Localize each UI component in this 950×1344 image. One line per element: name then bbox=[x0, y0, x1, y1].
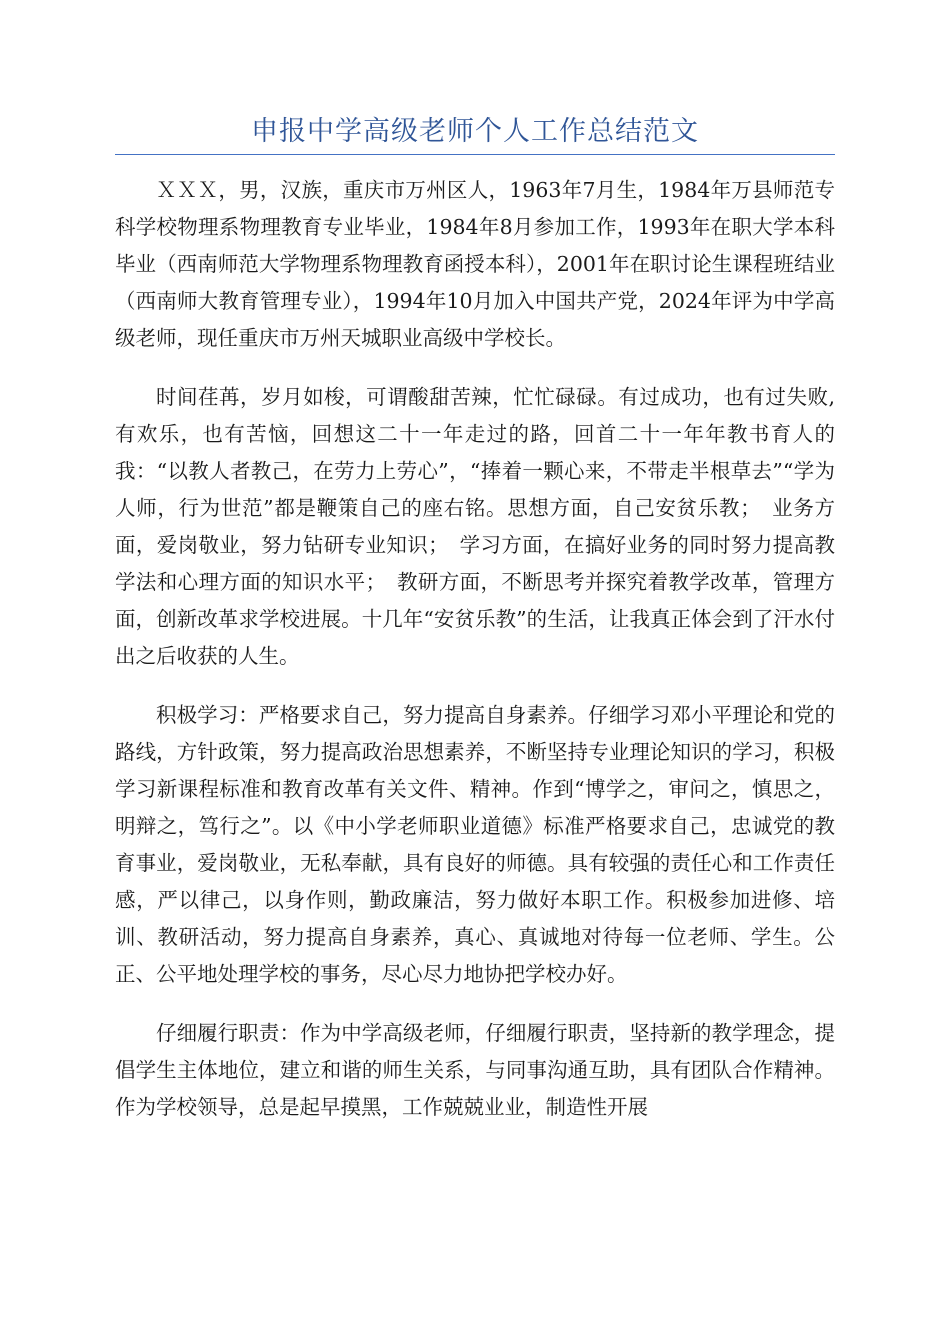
paragraph-active-learning: 积极学习：严格要求自己，努力提高自身素养。仔细学习邓小平理论和党的路线，方针政策，努力提高政治思想素养，不断坚持专业理论知识的学习，积极学习新课程标准和教育改革有关文件、精神。作到“博学之，审问之，慎思之，明辩之，笃行之”。以《中小学老师职业道德》标准严格要求自己，忠诚党的教育事业，爱岗敬业，无私奉献，具有良好的师德。具有较强的责任心和工作责任感，严以律己，以身作则，勤政廉洁，努力做好本职工作。积极参加进修、培训、教研活动，努力提高自身素养，真心、真诚地对待每一位老师、学生。公正、公平地处理学校的事务，尽心尽力地协把学校办好。 bbox=[115, 703, 835, 986]
paragraph-reflection: 时间荏苒，岁月如梭，可谓酸甜苦辣，忙忙碌碌。有过成功，也有过失败,有欢乐，也有苦恼，回想这二十一年走过的路，回首二十一年年教书育人的我：“以教人者教己，在劳力上劳心”，“捧着一颗心来，不带走半根草去”“学为人师，行为世范”都是鞭策自己的座右铭。思想方面，自己安贫乐教； 业务方面，爱岗敬业，努力钻研专业知识； 学习方面，在搞好业务的同时努力提高教学法和心理方面的知识水平； 教研方面，不断思考并探究着教学改革，管理方面，创新改革求学校进展。十几年“安贫乐教”的生活，让我真正体会到了汗水付出之后收获的人生。 bbox=[115, 385, 835, 668]
document-body bbox=[115, 172, 835, 1148]
title-underline bbox=[115, 154, 835, 155]
paragraph-duties: 仔细履行职责：作为中学高级老师，仔细履行职责，坚持新的教学理念，提倡学生主体地位，建立和谐的师生关系，与同事沟通互助，具有团队合作精神。作为学校领导，总是起早摸黑，工作兢兢业业，制造性开展 bbox=[115, 1021, 835, 1119]
document-title: 申报中学高级老师个人工作总结范文 bbox=[251, 116, 699, 147]
paragraph-personal-info: ＸＸＸ，男，汉族，重庆市万州区人，1963年7月生，1984年万县师范专科学校物理系物理教育专业毕业，1984年8月参加工作，1993年在职大学本科毕业（西南师范大学物理系物理教育函授本科），2001年在职讨论生课程班结业（西南师大教育管理专业），1994年10月加入中国共产党，2024年评为中学高级老师，现任重庆市万州天城职业高级中学校长。 bbox=[115, 178, 835, 350]
